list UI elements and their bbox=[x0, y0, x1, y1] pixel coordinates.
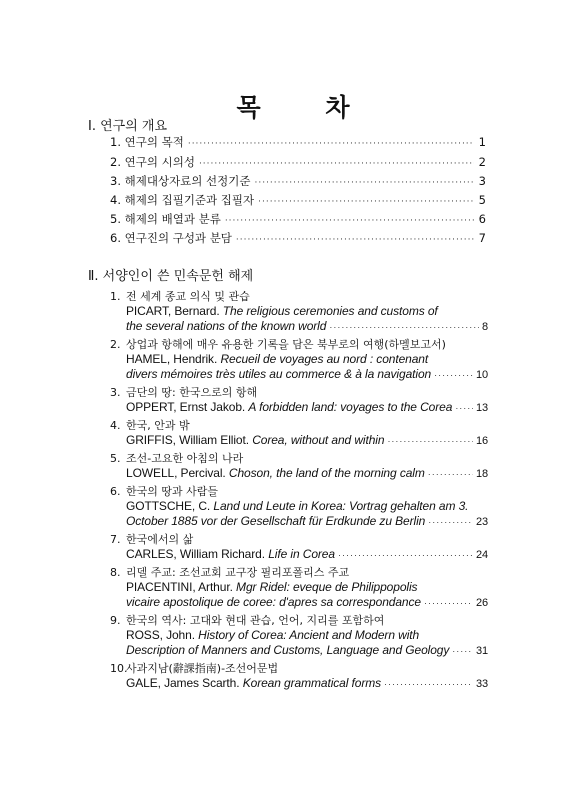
dot-leader bbox=[384, 677, 473, 692]
dot-leader bbox=[434, 368, 473, 383]
entry-page: 33 bbox=[475, 678, 488, 690]
dot-leader bbox=[199, 159, 474, 169]
entry-page: 23 bbox=[475, 516, 488, 528]
toc-item-page: 2 bbox=[478, 155, 486, 169]
entry-author: GRIFFIS, William Elliot. bbox=[126, 433, 253, 447]
toc-item-label: 5. 해제의 배열과 분류 bbox=[110, 212, 221, 226]
toc-entry[interactable] bbox=[110, 565, 488, 611]
toc-entry[interactable] bbox=[110, 532, 488, 563]
entry-number: 10. bbox=[110, 662, 128, 675]
entry-author: GALE, James Scarth. bbox=[126, 676, 243, 690]
section-heading-2: Ⅱ. 서양인이 쓴 민속문헌 해제 bbox=[88, 269, 254, 284]
entry-author: PICART, Bernard. bbox=[126, 304, 223, 318]
dot-leader bbox=[258, 197, 474, 207]
entry-number: 6. bbox=[110, 485, 121, 498]
entry-author: OPPERT, Ernst Jakob. bbox=[126, 400, 249, 414]
toc-item-label: 6. 연구진의 구성과 분담 bbox=[110, 231, 232, 245]
page-title: 목 차 bbox=[236, 93, 378, 122]
entry-title: Life in Corea bbox=[268, 547, 335, 561]
dot-leader bbox=[225, 216, 474, 226]
dot-leader bbox=[424, 596, 473, 611]
entry-title: Recueil de voyages au nord : contenant bbox=[220, 352, 429, 366]
toc-item[interactable] bbox=[110, 134, 486, 152]
dot-leader bbox=[188, 139, 474, 149]
entry-title: The religious ceremonies and customs of bbox=[222, 304, 438, 318]
entry-number: 4. bbox=[110, 419, 121, 432]
entry-author: PIACENTINI, Arthur. bbox=[126, 580, 237, 594]
entry-title: Land und Leute in Korea: Vortrag gehalten am 3. bbox=[213, 499, 469, 513]
entry-page: 18 bbox=[475, 468, 488, 480]
entry-page: 26 bbox=[475, 597, 488, 609]
entry-korean-title: 한국의 역사: 고대와 현대 관습, 언어, 지리를 포함하여 bbox=[126, 614, 385, 627]
dot-leader bbox=[452, 644, 473, 659]
entry-korean-title: 한국의 땅과 사람들 bbox=[126, 485, 219, 498]
entry-korean-title: 한국, 안과 밖 bbox=[126, 419, 190, 432]
toc-item-page: 3 bbox=[478, 174, 486, 188]
entry-page: 10 bbox=[475, 369, 488, 381]
toc-item[interactable] bbox=[110, 192, 486, 210]
entry-page: 13 bbox=[475, 402, 488, 414]
entry-title: Choson, the land of the morning calm bbox=[228, 466, 425, 480]
entry-title: Corea, without and within bbox=[252, 433, 385, 447]
entry-title-cont: divers mémoires très utiles au commerce & à la navigation bbox=[126, 367, 432, 381]
toc-entry[interactable] bbox=[110, 484, 488, 530]
toc-item[interactable] bbox=[110, 230, 486, 248]
entry-number: 3. bbox=[110, 386, 121, 399]
toc-item-page: 5 bbox=[478, 193, 486, 207]
entry-korean-title: 조선-고요한 아침의 나라 bbox=[126, 452, 244, 465]
entry-title-cont: October 1885 vor der Gesellschaft für Erdkunde zu Berlin bbox=[126, 514, 426, 528]
dot-leader bbox=[338, 548, 473, 563]
toc-item[interactable] bbox=[110, 173, 486, 191]
entry-number: 2. bbox=[110, 338, 121, 351]
dot-leader bbox=[387, 434, 473, 449]
dot-leader bbox=[428, 467, 473, 482]
section-heading-1: Ⅰ. 연구의 개요 bbox=[88, 119, 168, 134]
entry-author: GOTTSCHE, C. bbox=[126, 499, 214, 513]
entry-number: 5. bbox=[110, 452, 121, 465]
entry-page: 8 bbox=[481, 321, 488, 333]
entry-author: ROSS, John. bbox=[126, 628, 199, 642]
toc-item[interactable] bbox=[110, 154, 486, 172]
entry-page: 31 bbox=[475, 645, 488, 657]
toc-entry[interactable] bbox=[110, 418, 488, 449]
dot-leader bbox=[455, 401, 473, 416]
entry-korean-title: 사과지남(辭課指南)-조선어문법 bbox=[126, 662, 279, 675]
entry-title: Mgr Ridel: eveque de Philippopolis bbox=[236, 580, 418, 594]
entry-number: 9. bbox=[110, 614, 121, 627]
toc-entry[interactable] bbox=[110, 661, 488, 692]
entry-title-cont: vicaire apostolique de coree: d'apres sa correspondance bbox=[126, 595, 421, 609]
dot-leader bbox=[254, 178, 474, 188]
entry-number: 8. bbox=[110, 566, 121, 579]
entry-number: 7. bbox=[110, 533, 121, 546]
entry-korean-title: 상업과 항해에 매우 유용한 기록을 담은 북부로의 여행(하멜보고서) bbox=[126, 338, 446, 351]
entry-page: 24 bbox=[475, 549, 488, 561]
entry-author: LOWELL, Percival. bbox=[126, 466, 229, 480]
entry-title: History of Corea: Ancient and Modern with bbox=[198, 628, 420, 642]
toc-entry[interactable] bbox=[110, 385, 488, 416]
entry-author: CARLES, William Richard. bbox=[126, 547, 269, 561]
entry-title: A forbidden land: voyages to the Corea bbox=[248, 400, 453, 414]
dot-leader bbox=[236, 235, 474, 245]
entry-korean-title: 한국에서의 삶 bbox=[126, 533, 194, 546]
toc-item-page: 7 bbox=[478, 231, 486, 245]
dot-leader bbox=[428, 515, 473, 530]
dot-leader bbox=[329, 320, 479, 335]
entry-title-cont: Description of Manners and Customs, Language and Geology bbox=[126, 643, 450, 657]
toc-item-label: 3. 해제대상자료의 선정기준 bbox=[110, 174, 251, 188]
toc-item[interactable] bbox=[110, 211, 486, 229]
toc-entry[interactable] bbox=[110, 451, 488, 482]
toc-item-label: 2. 연구의 시의성 bbox=[110, 155, 195, 169]
entry-page: 16 bbox=[475, 435, 488, 447]
toc-item-label: 1. 연구의 목적 bbox=[110, 135, 184, 149]
toc-entry[interactable] bbox=[110, 337, 488, 383]
entry-korean-title: 전 세계 종교 의식 및 관습 bbox=[126, 290, 250, 303]
entry-number: 1. bbox=[110, 290, 121, 303]
entry-korean-title: 금단의 땅: 한국으로의 항해 bbox=[126, 386, 258, 399]
entry-title-cont: the several nations of the known world bbox=[126, 319, 327, 333]
toc-entry[interactable] bbox=[110, 289, 488, 335]
entry-korean-title: 리델 주교: 조선교회 교구장 필리포폴리스 주교 bbox=[126, 566, 350, 579]
toc-item-page: 1 bbox=[478, 135, 486, 149]
toc-item-label: 4. 해제의 집필기준과 집필자 bbox=[110, 193, 255, 207]
entry-author: HAMEL, Hendrik. bbox=[126, 352, 221, 366]
toc-item-page: 6 bbox=[478, 212, 486, 226]
entry-title: Korean grammatical forms bbox=[242, 676, 382, 690]
toc-entry[interactable] bbox=[110, 613, 488, 659]
